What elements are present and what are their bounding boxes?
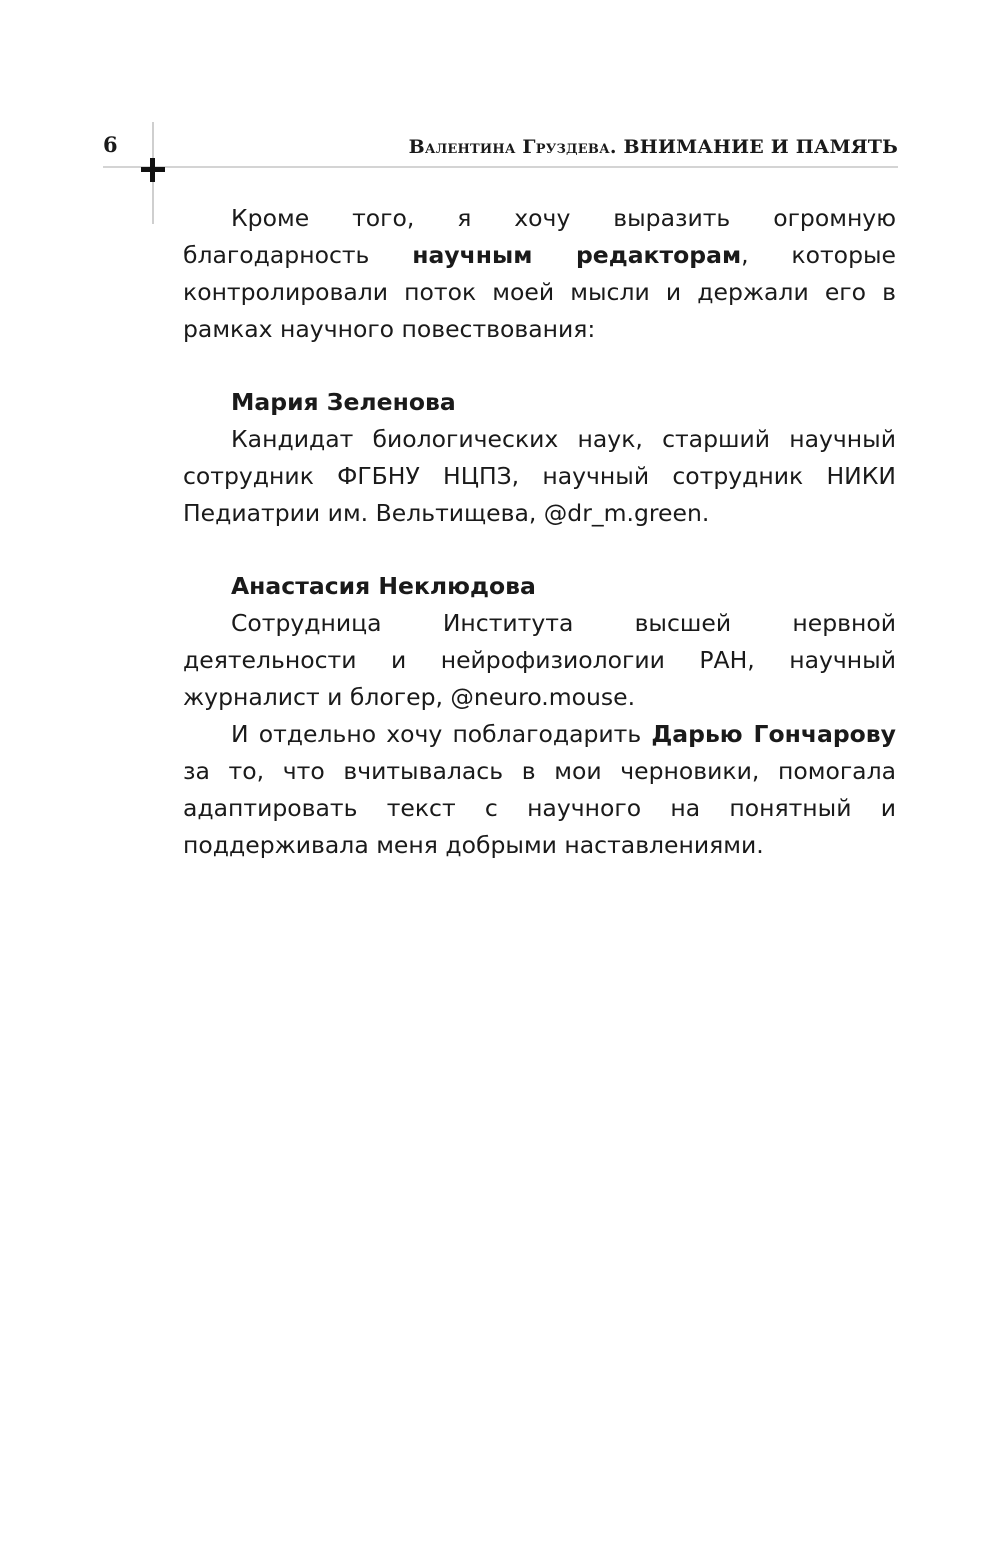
running-head-title: ВНИМАНИЕ И ПАМЯТЬ	[623, 136, 898, 158]
page-number: 6	[103, 132, 118, 157]
editor-name: Анастасия Неклюдова	[231, 572, 536, 600]
intro-text-end: , которые контролировали поток моей мысли и держали его в рамках научного повествования:	[183, 241, 896, 343]
running-head-author: Валентина Груздева.	[408, 136, 617, 158]
spacer	[183, 348, 896, 384]
editor-name: Мария Зеленова	[231, 388, 456, 416]
crop-mark-plus-icon	[141, 158, 165, 182]
main-text	[183, 200, 896, 864]
intro-bold-text: научным редакторам	[412, 241, 742, 269]
closing-bold-text: Дарью Гончарову	[651, 720, 896, 748]
closing-paragraph	[183, 716, 896, 864]
intro-paragraph	[183, 200, 896, 348]
spacer	[183, 532, 896, 568]
editor-description: Кандидат биологических наук, старший научный сотрудник ФГБНУ НЦПЗ, научный сотрудник НИКИ Педиатрии им. Вельтищева, @dr_m.green.	[183, 425, 896, 527]
header-rule	[103, 166, 898, 168]
intro-text-start: Кроме того, я хочу выразить огромную благодарность	[183, 204, 896, 269]
editor-description: Сотрудница Института высшей нервной деятельности и нейрофизиологии РАН, научный журналист и блогер, @neuro.mouse.	[183, 609, 896, 711]
closing-text-start: И отдельно хочу поблагодарить	[231, 720, 652, 748]
running-head	[409, 135, 898, 159]
closing-text-end: за то, что вчитывалась в мои черновики, помогала адаптировать текст с научного на понятный и поддерживала меня добрыми наставлениями.	[183, 757, 896, 859]
